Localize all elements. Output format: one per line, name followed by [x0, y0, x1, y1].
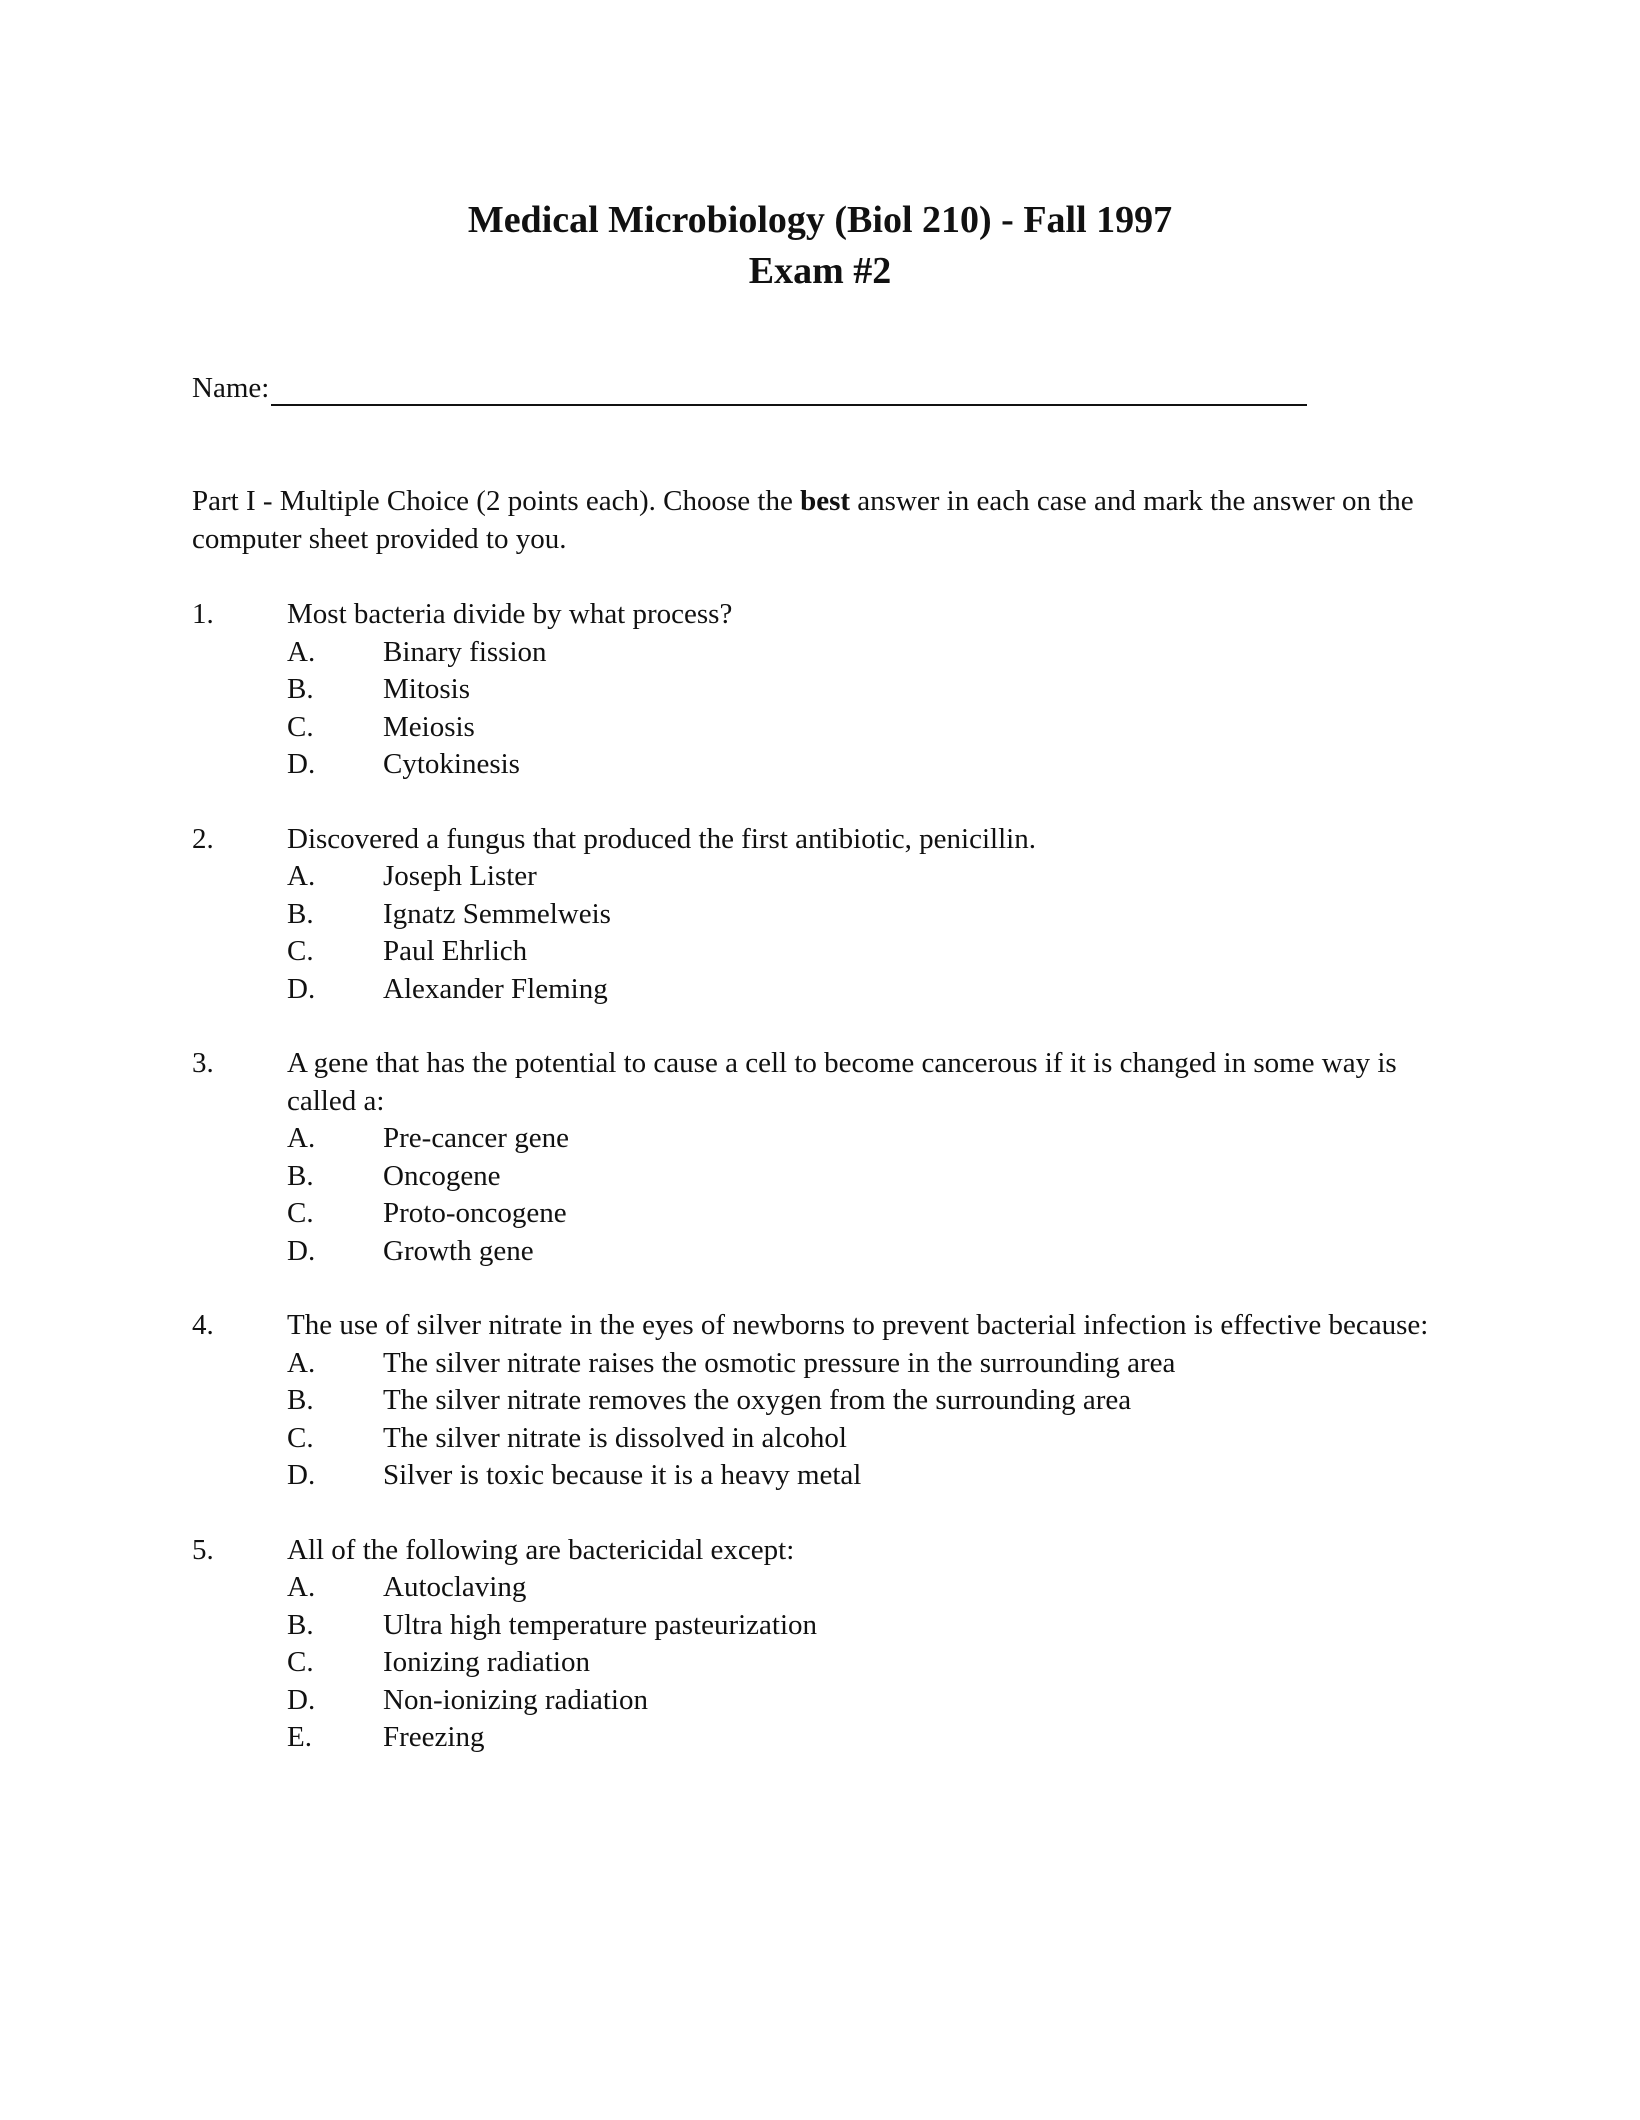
- option-text: Oncogene: [383, 1159, 501, 1192]
- question-text: The use of silver nitrate in the eyes of newborns to prevent bacterial infection is effective because:: [287, 1309, 1429, 1341]
- option-letter: C.: [287, 1197, 314, 1229]
- option-text: Alexander Fleming: [383, 972, 608, 1005]
- answer-option: [192, 896, 1452, 934]
- name-field: [192, 370, 1307, 406]
- instructions-emphasis: best: [800, 485, 851, 517]
- question-2: [192, 821, 1452, 1009]
- option-letter: C.: [287, 1421, 314, 1454]
- question-stem: [192, 821, 1452, 859]
- question-4: [192, 1307, 1452, 1495]
- option-text: Ignatz Semmelweis: [383, 897, 611, 930]
- option-text: Meiosis: [383, 710, 475, 743]
- question-stem: [192, 1045, 1452, 1120]
- option-text: Non-ionizing radiation: [383, 1683, 648, 1716]
- answer-option: [192, 746, 1452, 784]
- answer-option: [192, 1569, 1452, 1607]
- answer-option: [192, 1195, 1452, 1233]
- question-stem: [192, 1307, 1452, 1345]
- option-letter: A.: [287, 1346, 316, 1379]
- option-text: The silver nitrate is dissolved in alcohol: [383, 1421, 847, 1454]
- answer-option: [192, 933, 1452, 971]
- answer-option: [192, 1158, 1452, 1196]
- option-text: Joseph Lister: [383, 860, 537, 892]
- answer-option: [192, 671, 1452, 709]
- option-letter: B.: [287, 1159, 314, 1192]
- option-text: Mitosis: [383, 673, 471, 705]
- name-blank-line[interactable]: [271, 374, 1307, 406]
- exam-title: [0, 195, 1640, 297]
- answer-option: [192, 1644, 1452, 1682]
- option-text: Paul Ehrlich: [383, 935, 528, 967]
- option-text: Proto-oncogene: [383, 1197, 567, 1229]
- answer-option: [192, 1420, 1452, 1458]
- name-label: Name:: [192, 372, 270, 404]
- option-letter: B.: [287, 1384, 314, 1416]
- option-letter: C.: [287, 935, 314, 967]
- answer-option: [192, 1719, 1452, 1757]
- question-list: [192, 596, 1452, 1794]
- question-text: A gene that has the potential to cause a cell to become cancerous if it is changed in some way is called a:: [287, 1047, 1397, 1117]
- option-letter: A.: [287, 1571, 316, 1603]
- option-text: Autoclaving: [383, 1571, 527, 1603]
- answer-option: [192, 1382, 1452, 1420]
- option-letter: C.: [287, 710, 314, 743]
- option-letter: A.: [287, 1122, 316, 1154]
- option-text: Cytokinesis: [383, 748, 520, 780]
- option-letter: D.: [287, 1683, 316, 1716]
- question-stem: [192, 596, 1452, 634]
- option-text: Growth gene: [383, 1234, 534, 1267]
- question-text: All of the following are bactericidal except:: [287, 1533, 795, 1566]
- option-text: Silver is toxic because it is a heavy metal: [383, 1459, 862, 1491]
- question-3: [192, 1045, 1452, 1270]
- answer-option: [192, 1682, 1452, 1720]
- option-text: Binary fission: [383, 635, 547, 668]
- option-text: Freezing: [383, 1721, 485, 1753]
- question-stem: [192, 1532, 1452, 1570]
- option-letter: B.: [287, 1608, 314, 1641]
- answer-option: [192, 634, 1452, 672]
- option-letter: D.: [287, 748, 316, 780]
- option-letter: B.: [287, 897, 314, 930]
- question-5: [192, 1532, 1452, 1757]
- answer-option: [192, 1120, 1452, 1158]
- option-letter: D.: [287, 1234, 316, 1267]
- answer-option: [192, 1233, 1452, 1271]
- question-text: Most bacteria divide by what process?: [287, 598, 733, 630]
- answer-option: [192, 858, 1452, 896]
- part-instructions: [192, 482, 1432, 558]
- option-letter: C.: [287, 1646, 314, 1678]
- question-number: 2.: [192, 822, 214, 855]
- instructions-rest: answer in each case and mark the answer on the computer sheet provided to you.: [192, 485, 1414, 555]
- course-title: Medical Microbiology (Biol 210) - Fall 1997: [467, 199, 1173, 241]
- option-letter: E.: [287, 1721, 312, 1753]
- option-text: Ultra high temperature pasteurization: [383, 1608, 818, 1641]
- answer-option: [192, 1457, 1452, 1495]
- option-letter: A.: [287, 860, 316, 892]
- option-letter: A.: [287, 635, 316, 668]
- question-text: Discovered a fungus that produced the first antibiotic, penicillin.: [287, 822, 1036, 855]
- option-text: The silver nitrate raises the osmotic pressure in the surrounding area: [383, 1346, 1176, 1379]
- instructions-text: Part I - Multiple Choice (2 points each). Choose the: [192, 485, 801, 517]
- option-letter: D.: [287, 1459, 316, 1491]
- option-text: Pre-cancer gene: [383, 1122, 569, 1154]
- question-1: [192, 596, 1452, 784]
- exam-number: Exam #2: [748, 250, 892, 292]
- question-number: 5.: [192, 1533, 214, 1566]
- question-number: 3.: [192, 1047, 214, 1079]
- option-letter: D.: [287, 972, 316, 1005]
- option-letter: B.: [287, 673, 314, 705]
- question-number: 4.: [192, 1309, 214, 1341]
- answer-option: [192, 1607, 1452, 1645]
- answer-option: [192, 1345, 1452, 1383]
- answer-option: [192, 971, 1452, 1009]
- answer-option: [192, 709, 1452, 747]
- option-text: The silver nitrate removes the oxygen from the surrounding area: [383, 1384, 1132, 1416]
- option-text: Ionizing radiation: [383, 1646, 590, 1678]
- question-number: 1.: [192, 598, 214, 630]
